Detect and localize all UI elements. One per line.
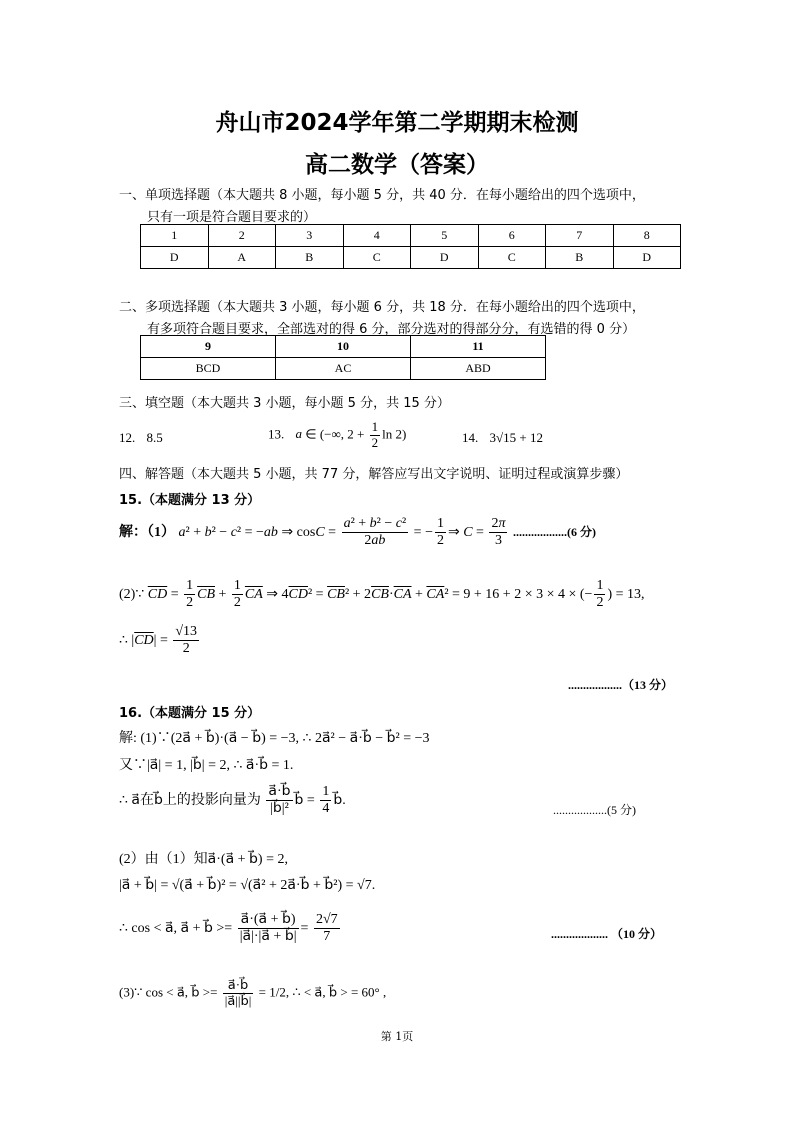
s1-num-3: 3 (276, 225, 344, 247)
section2-heading-2: 有多项符合题目要求，全部选对的得 6 分，部分选对的得部分分，有选错的得 0 分） (147, 322, 636, 337)
s1-ans-8: D (613, 247, 681, 269)
q14-label: 14. (462, 430, 479, 445)
s1-num-6: 6 (478, 225, 546, 247)
q15-score-2: ..................（13 分） (568, 678, 674, 692)
q15-part2-label: (2) (119, 586, 136, 602)
section2-number-row (141, 336, 546, 358)
page-title: 舟山市2024学年第二学期期末检测 (215, 110, 579, 136)
section1-answer-row (141, 247, 681, 269)
q15-part1-label: 解：（1） (119, 524, 175, 540)
s1-num-4: 4 (343, 225, 411, 247)
s2-ans-9: BCD (141, 358, 276, 380)
q16-line7: (3)∵ cos < a⃗, b⃗ >= $\frac{a⃗\cdot b⃗}{|a⃗||b⃗|}$ = 1/2, ∴ < a⃗, b⃗ > = 60° , (119, 977, 387, 1008)
q16-line3-pre: ∴ a⃗在b⃗上的投影向量为 (119, 792, 261, 808)
q15-title: 15.（本题满分 13 分） (119, 493, 261, 508)
s2-num-10: 10 (276, 336, 411, 358)
q12-label: 12. (119, 430, 136, 445)
q16-line5: |a⃗ + b⃗| = √(a⃗ + b⃗)² = √(a⃗² + 2a⃗·b⃗ + b⃗²) = √7. (119, 878, 376, 893)
q15-part1: 解：（1） a² + b² − c² = −ab ⇒ cosC = $\frac{\text{a² + b² − c²}}{2ab}$ = − $\frac{1}{2}$ ⇒ C = $\frac{2\pi}{3}$ ..................(6 分) (119, 516, 596, 549)
section1-number-row (141, 225, 681, 247)
q16-line1: 解: (1)∵(2a⃗ + b⃗)·(a⃗ − b⃗) = −3, ∴ 2a⃗² − a⃗·b⃗ − b⃗² = −3 (119, 731, 430, 746)
q16-line7-post: = 1/2, ∴ < a⃗, b⃗ > = 60° , (258, 984, 387, 1000)
q15-part2-tail-b: ) = 13, (607, 586, 645, 602)
section4-heading: 四、解答题（本大题共 5 小题，共 77 分，解答应写出文字说明、证明过程或演算步骤） (119, 467, 629, 482)
section1-heading: 一、单项选择题（本大题共 8 小题，每小题 5 分，共 40 分．在每小题给出的四个选项中， (119, 188, 645, 203)
s2-num-9: 9 (141, 336, 276, 358)
q13-label: 13. (268, 426, 285, 442)
section2-heading: 二、多项选择题（本大题共 3 小题，每小题 6 分，共 18 分．在每小题给出的四个选项中， (119, 300, 645, 315)
section2-answer-row (141, 358, 546, 380)
q16-line3: ∴ a⃗在b⃗上的投影向量为 $\frac{a⃗\cdot b⃗}{\text{|b⃗|²}}$ b⃗ = $\frac{1}{4}$ b⃗. (119, 784, 346, 817)
q16-score-2: ................... （10 分） (551, 927, 663, 941)
s2-ans-10: AC (276, 358, 411, 380)
fill-q13: 13. a ∈ (−∞, 2 + $\frac{1}{2}$ ln 2) (268, 419, 407, 450)
s1-num-1: 1 (141, 225, 209, 247)
s1-ans-1: D (141, 247, 209, 269)
q16-line4: (2）由（1）知a⃗·(a⃗ + b⃗) = 2, (119, 852, 288, 867)
q16-line6: ∴ cos < a⃗, a⃗ + b⃗ >= $\frac{a⃗\cdot(a⃗ + b⃗)}{|a⃗|\cdot|a⃗ + b⃗|}$ = $\frac{2√7}{7}$ (119, 912, 338, 945)
q16-title: 16.（本题满分 15 分） (119, 706, 261, 721)
s1-num-2: 2 (208, 225, 276, 247)
q16-line6-pre: ∴ cos < a⃗, a⃗ + b⃗ >= (119, 920, 233, 936)
fill-q14: 14. 3√15 + 12 (462, 430, 543, 445)
section2-answer-table (140, 335, 546, 380)
s1-num-8: 8 (613, 225, 681, 247)
q16-line7-pre: (3)∵ cos < a⃗, b⃗ >= (119, 984, 218, 1000)
s1-ans-7: B (546, 247, 614, 269)
fill-q12 (119, 430, 163, 446)
section1-answer-table (140, 224, 681, 269)
q16-score-1: ..................(5 分) (553, 803, 636, 817)
s2-ans-11: ABD (411, 358, 546, 380)
page-subtitle: 高二数学（答案） (305, 152, 489, 178)
q15-part2: (2)∵ $\overline{CD}$ = $\frac{1}{2}$ $\overline{CB}$ + $\frac{1}{2}$ $\overline{CA}$ ⇒ $4\overline{CD}^2 = \overline{CB}^2 + 2\overline{CB}\cdot\overline{CA} + \overline{CA}^2 = 9 + 16 + 2 \times 3 \times 4$ × (− $\frac{1}{2}$ ) = 13, (119, 578, 645, 611)
section3-heading: 三、填空题（本大题共 3 小题，每小题 5 分，共 15 分） (119, 396, 450, 411)
q15-score-1: ..................(6 分) (512, 524, 596, 539)
s1-ans-5: D (411, 247, 479, 269)
q16-line2: 又∵|a⃗| = 1, |b⃗| = 2, ∴ a⃗·b⃗ = 1. (119, 758, 294, 773)
page-number: 第 1页 (380, 1030, 414, 1043)
s1-ans-4: C (343, 247, 411, 269)
s2-num-11: 11 (411, 336, 546, 358)
q12-answer: 8.5 (146, 430, 163, 445)
s1-ans-2: A (208, 247, 276, 269)
s1-ans-6: C (478, 247, 546, 269)
s1-num-7: 7 (546, 225, 614, 247)
s1-ans-3: B (276, 247, 344, 269)
q15-part2-result: ∴ $|\overline{CD}|$ = $\frac{√13}{2}$ (119, 624, 198, 657)
q15-part2-tail: = 9 + 16 + 2 × 3 × 4 × (− (452, 586, 593, 602)
section1-heading-2: 只有一项是符合题目要求的） (147, 210, 317, 225)
s1-num-5: 5 (411, 225, 479, 247)
